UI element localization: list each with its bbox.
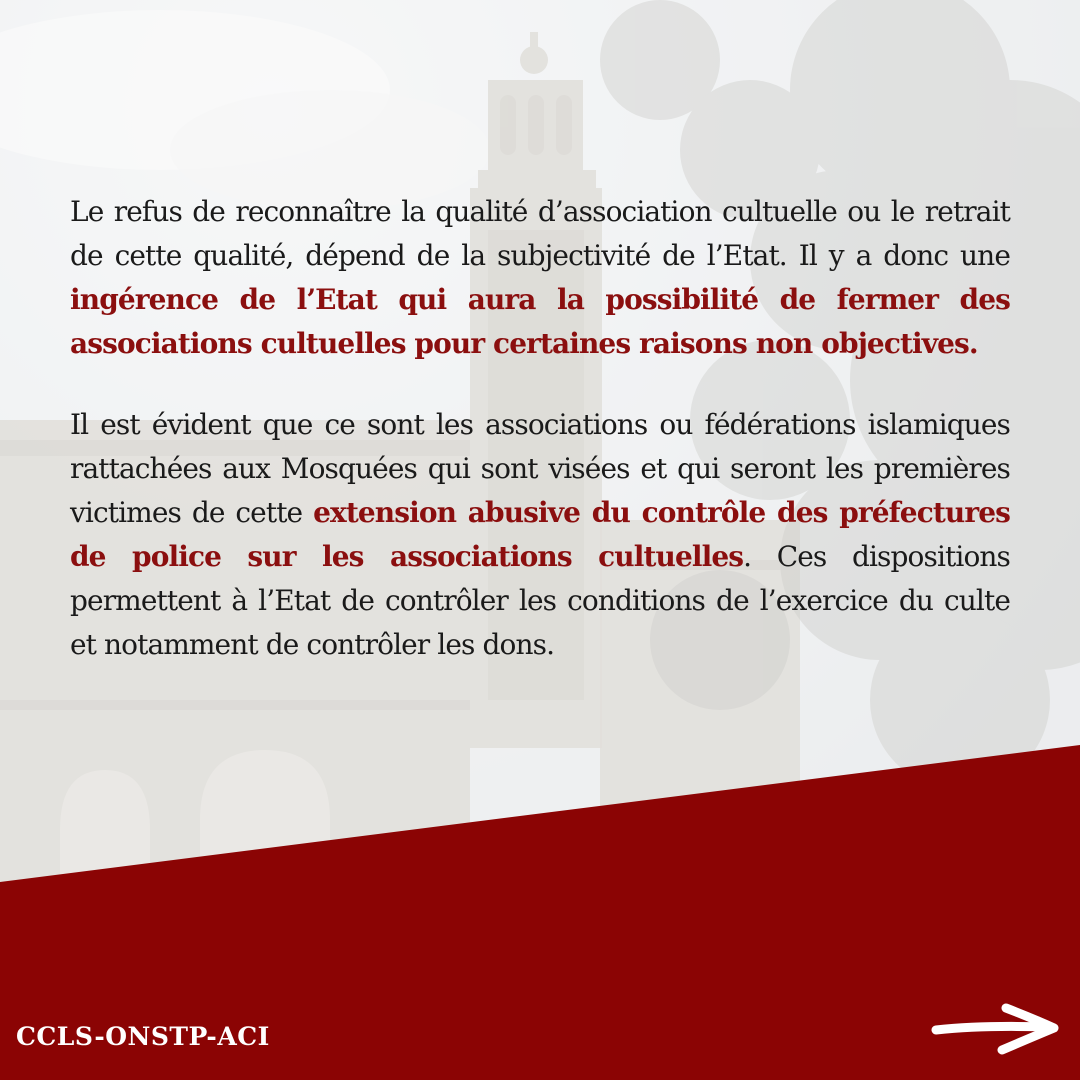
organization-label: CCLS-ONSTP-ACI	[16, 1022, 270, 1051]
paragraph-2-highlight: extension abusive du contrôle des préfectures de police sur les associations cultuelles	[70, 496, 1010, 573]
paragraph-1-highlight: ingérence de l’Etat qui aura la possibilité de fermer des associations cultuelles pour certaines raisons non objectives.	[70, 283, 1010, 360]
right-arrow-icon[interactable]	[928, 1000, 1068, 1060]
paragraph-1-text: Le refus de reconnaître la qualité d’association cultuelle ou le retrait de cette qualité, dépend de la subjectivité de l’Etat. Il y a donc une	[70, 195, 1010, 272]
paragraph-2-text-end: . Ces dispositions permettent à l’Etat de contrôler les conditions de l’exercice du culte et notamment de contrôler les dons.	[70, 540, 1010, 661]
paragraph-2-text: Il est évident que ce sont les associations ou fédérations islamiques rattachées aux Mosquées qui sont visées et qui seront les premières victimes de cette	[70, 408, 1010, 529]
